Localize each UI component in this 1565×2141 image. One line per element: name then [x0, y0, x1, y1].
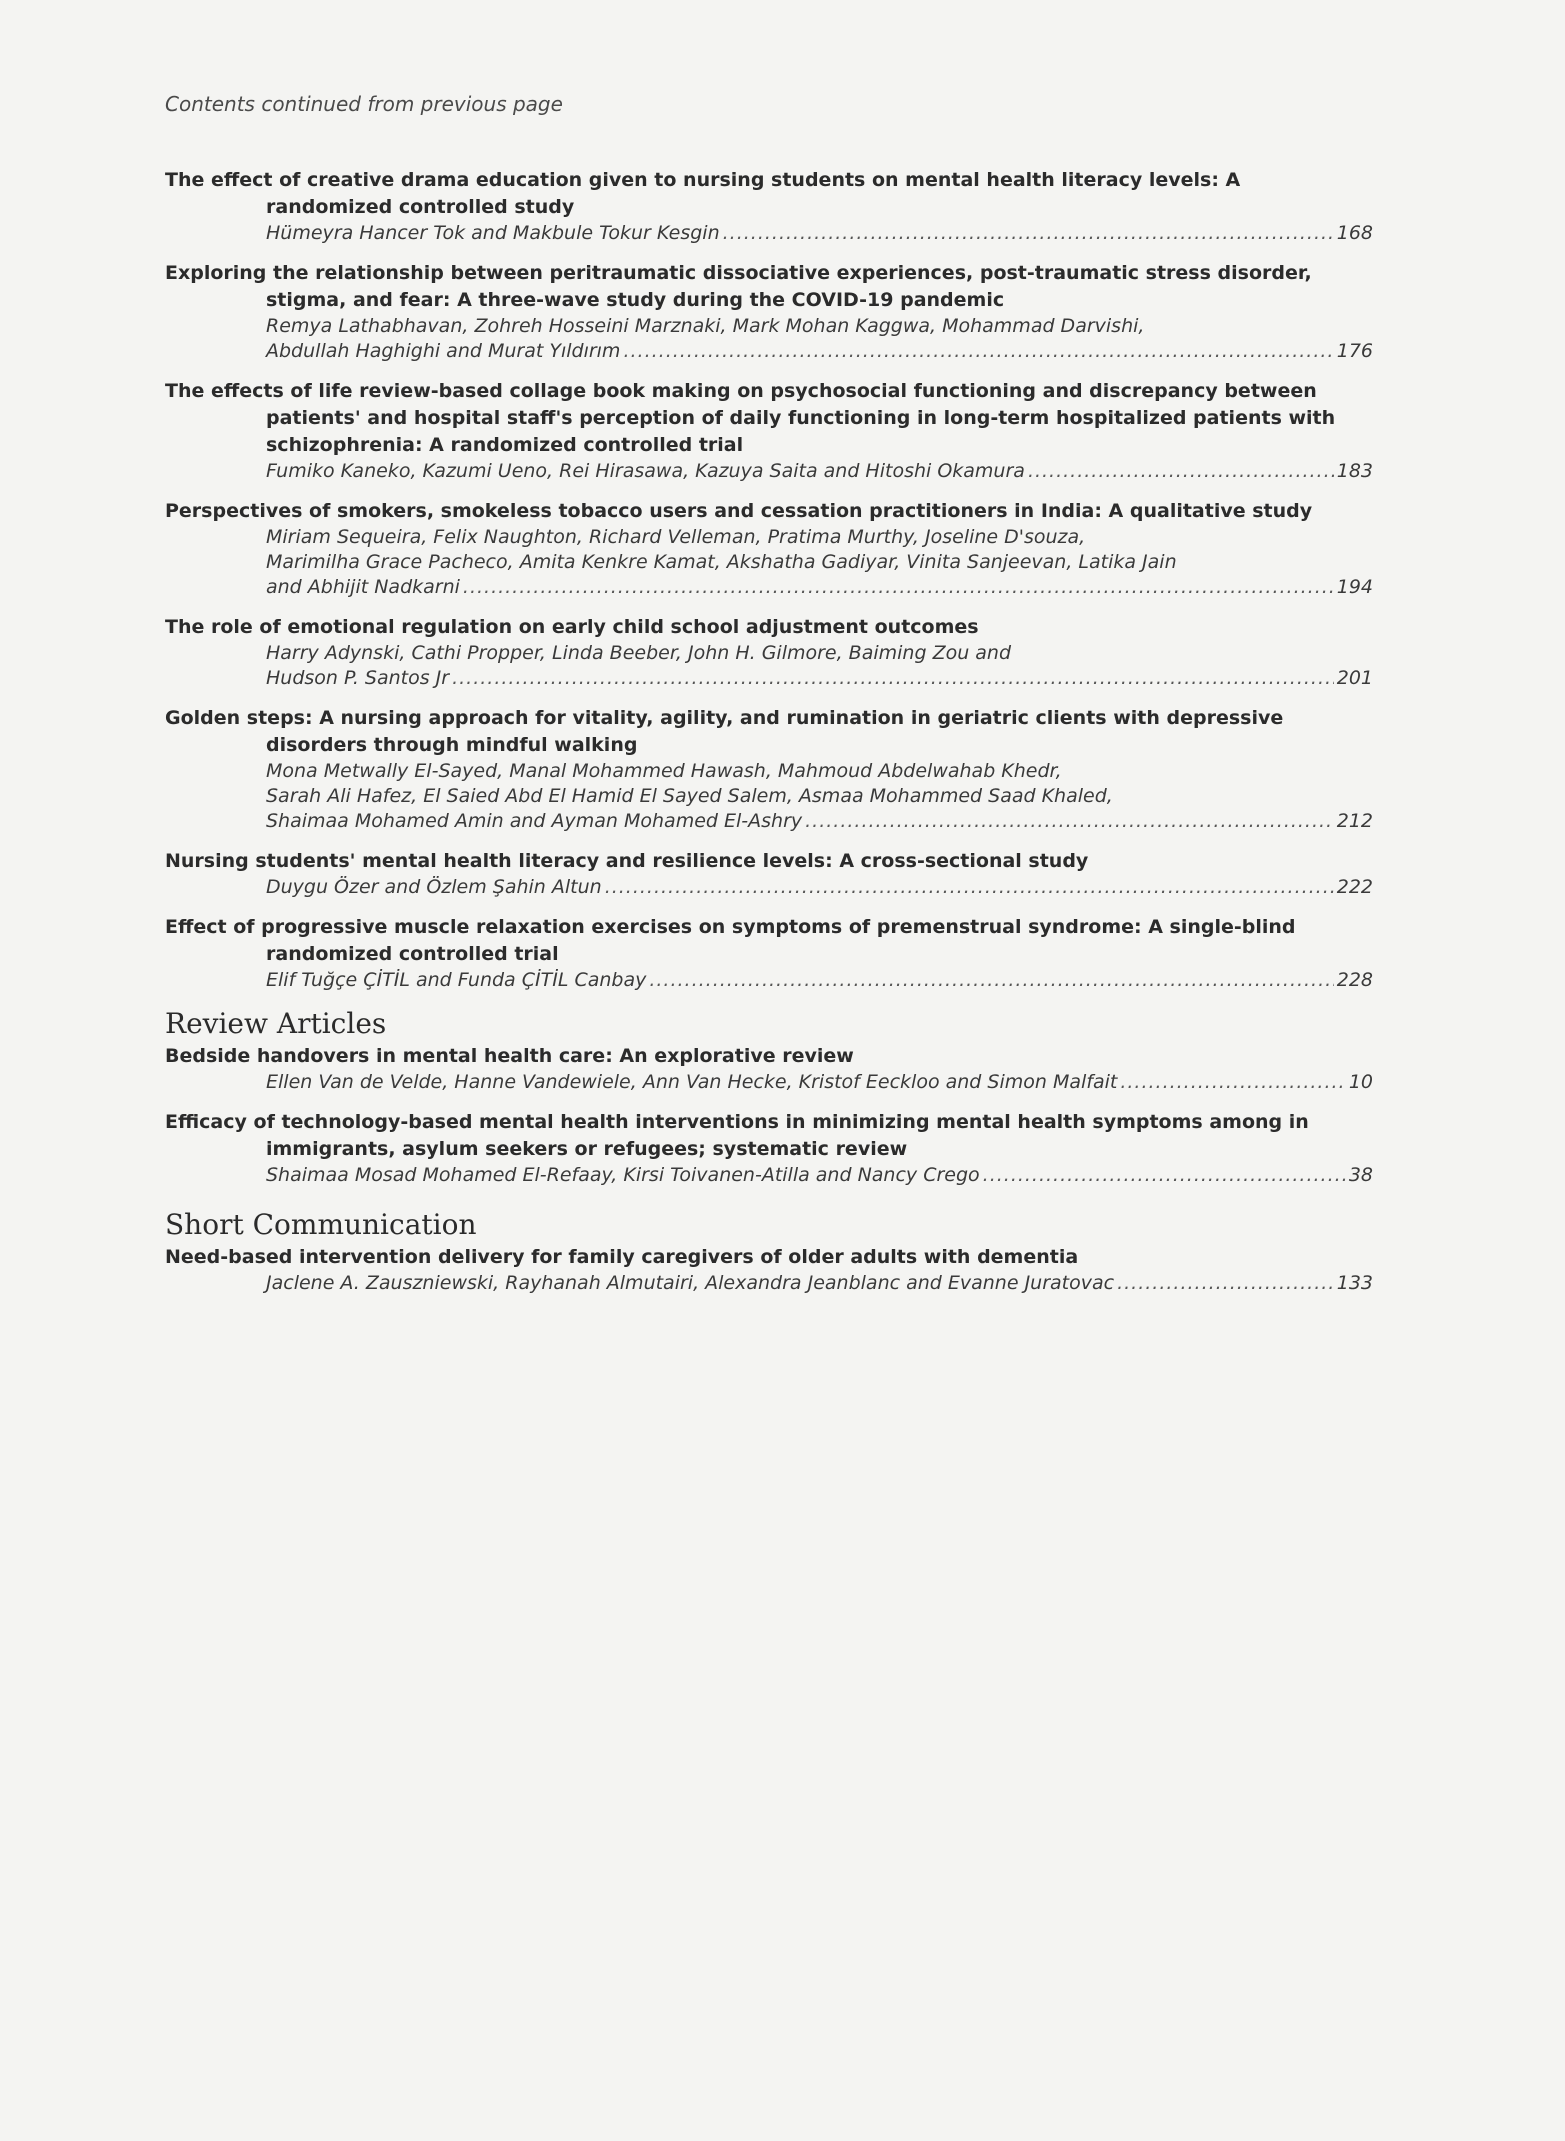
- article-title-line: Golden steps: A nursing approach for vitality, agility, and rumination in geriatric clients with depressive: [165, 707, 1284, 729]
- article-title-line: Exploring the relationship between peritraumatic dissociative experiences, post-traumatic stress disorder,: [165, 262, 1312, 284]
- article-title-line: stigma, and fear: A three-wave study during the COVID-19 pandemic: [266, 289, 1005, 311]
- article-title-line: Effect of progressive muscle relaxation exercises on symptoms of premenstrual syndrome: A single-blind: [165, 916, 1296, 938]
- review-articles-heading: Review Articles: [165, 1007, 387, 1040]
- article-title-line: disorders through mindful walking: [266, 734, 638, 756]
- article-authors: [165, 1070, 1373, 1095]
- toc-entry: [165, 167, 1373, 246]
- page-number[interactable]: 228: [1336, 969, 1373, 991]
- author-line: Fumiko Kaneko, Kazumi Ueno, Rei Hirasawa, Kazuya Saita and Hitoshi Okamura: [266, 460, 1025, 482]
- toc-entry: [165, 705, 1373, 834]
- author-page-row: [266, 875, 1373, 900]
- author-line: Abdullah Haghighi and Murat Yıldırım: [266, 340, 621, 362]
- article-title-line: randomized controlled trial: [266, 943, 559, 965]
- article-title[interactable]: [165, 498, 1373, 525]
- article-authors: [165, 875, 1373, 900]
- contents-page: [165, 92, 1373, 1310]
- article-title[interactable]: [165, 914, 1373, 968]
- article-authors: [165, 525, 1373, 600]
- author-line: Shaimaa Mosad Mohamed El-Refaay, Kirsi Toivanen-Atilla and Nancy Crego: [266, 1164, 980, 1186]
- dot-leader: [623, 339, 1333, 364]
- author-line: Harry Adynski, Cathi Propper, Linda Beeber, John H. Gilmore, Baiming Zou and: [266, 642, 1012, 664]
- article-title-line: The effects of life review-based collage book making on psychosocial functioning and discrepancy between: [165, 380, 1317, 402]
- article-title-line: Nursing students' mental health literacy and resilience levels: A cross-sectional study: [165, 850, 1089, 872]
- toc-entry: [165, 848, 1373, 900]
- article-title-line: The effect of creative drama education given to nursing students on mental health literacy levels: A: [165, 169, 1241, 191]
- page-number[interactable]: 176: [1336, 340, 1373, 362]
- article-title-line: Efficacy of technology-based mental health interventions in minimizing mental health symptoms among in: [165, 1111, 1309, 1133]
- page-number[interactable]: 168: [1336, 222, 1373, 244]
- article-title[interactable]: [165, 848, 1373, 875]
- dot-leader: [983, 1163, 1346, 1188]
- article-authors: [165, 459, 1373, 484]
- article-authors: [165, 759, 1373, 834]
- author-line: Remya Lathabhavan, Zohreh Hosseini Marznaki, Mark Mohan Kaggwa, Mohammad Darvishi,: [266, 315, 1145, 337]
- toc-entry: [165, 378, 1373, 484]
- dot-leader: [1120, 1070, 1345, 1095]
- author-line: Jaclene A. Zauszniewski, Rayhanah Almutairi, Alexandra Jeanblanc and Evanne Juratovac: [266, 1272, 1115, 1294]
- author-page-row: [266, 968, 1373, 993]
- toc-entry: [165, 914, 1373, 993]
- author-line: Duygu Özer and Özlem Şahin Altun: [266, 876, 602, 898]
- page-number[interactable]: 194: [1336, 576, 1373, 598]
- article-title-line: patients' and hospital staff's perception of daily functioning in long-term hospitalized patients with: [266, 407, 1336, 429]
- author-line: Hudson P. Santos Jr: [266, 667, 450, 689]
- short-communication-list: [165, 1244, 1373, 1296]
- author-line: Hümeyra Hancer Tok and Makbule Tokur Kesgin: [266, 222, 720, 244]
- dot-leader: [463, 575, 1334, 600]
- original-articles-list: [165, 167, 1373, 993]
- author-line: Mona Metwally El-Sayed, Manal Mohammed Hawash, Mahmoud Abdelwahab Khedr,: [266, 760, 1062, 782]
- author-page-row: [266, 221, 1373, 246]
- author-line: Elif Tuğçe ÇİTİL and Funda ÇİTİL Canbay: [266, 969, 647, 991]
- page-number[interactable]: 133: [1336, 1272, 1373, 1294]
- toc-entry: [165, 614, 1373, 691]
- toc-entry: [165, 498, 1373, 600]
- article-title-line: Need-based intervention delivery for family caregivers of older adults with dementia: [165, 1246, 1079, 1268]
- dot-leader: [452, 666, 1334, 691]
- article-title-line: schizophrenia: A randomized controlled trial: [266, 434, 744, 456]
- toc-entry: [165, 260, 1373, 364]
- article-title[interactable]: [165, 1109, 1373, 1163]
- contents-continued-note: Contents continued from previous page: [165, 92, 563, 116]
- review-articles-list: [165, 1043, 1373, 1188]
- article-authors: [165, 968, 1373, 993]
- author-page-row: [266, 666, 1373, 691]
- article-title[interactable]: [165, 378, 1373, 459]
- author-page-row: [266, 459, 1373, 484]
- page-number[interactable]: 183: [1336, 460, 1373, 482]
- article-title-line: Bedside handovers in mental health care: An explorative review: [165, 1045, 854, 1067]
- author-line: Shaimaa Mohamed Amin and Ayman Mohamed El-Ashry: [266, 810, 803, 832]
- author-page-row: [266, 1070, 1373, 1095]
- article-title[interactable]: [165, 1043, 1373, 1070]
- article-title-line: The role of emotional regulation on early child school adjustment outcomes: [165, 616, 979, 638]
- dot-leader: [649, 968, 1333, 993]
- toc-entry: [165, 1244, 1373, 1296]
- author-line: Marimilha Grace Pacheco, Amita Kenkre Kamat, Akshatha Gadiyar, Vinita Sanjeevan, Latika Jain: [266, 551, 1177, 573]
- author-page-row: [266, 1163, 1373, 1188]
- article-title[interactable]: [165, 167, 1373, 221]
- dot-leader: [805, 809, 1334, 834]
- author-line: Miriam Sequeira, Felix Naughton, Richard Velleman, Pratima Murthy, Joseline D'souza,: [266, 526, 1086, 548]
- article-authors: [165, 221, 1373, 246]
- article-title[interactable]: [165, 614, 1373, 641]
- article-title[interactable]: [165, 260, 1373, 314]
- author-line: Ellen Van de Velde, Hanne Vandewiele, Ann Van Hecke, Kristof Eeckloo and Simon Malfait: [266, 1071, 1118, 1093]
- dot-leader: [1028, 459, 1334, 484]
- article-title[interactable]: [165, 1244, 1373, 1271]
- article-title-line: randomized controlled study: [266, 196, 575, 218]
- dot-leader: [1117, 1271, 1334, 1296]
- article-title-line: Perspectives of smokers, smokeless tobacco users and cessation practitioners in India: A qualitative study: [165, 500, 1313, 522]
- author-page-row: [266, 339, 1373, 364]
- author-line: Sarah Ali Hafez, El Saied Abd El Hamid El Sayed Salem, Asmaa Mohammed Saad Khaled,: [266, 785, 1113, 807]
- toc-entry: [165, 1109, 1373, 1188]
- article-title[interactable]: [165, 705, 1373, 759]
- page-number[interactable]: 10: [1348, 1071, 1373, 1093]
- article-authors: [165, 1271, 1373, 1296]
- page-number[interactable]: 38: [1348, 1164, 1373, 1186]
- page-number[interactable]: 212: [1336, 810, 1373, 832]
- dot-leader: [723, 221, 1334, 246]
- article-authors: [165, 641, 1373, 691]
- author-page-row: [266, 575, 1373, 600]
- author-page-row: [266, 1271, 1373, 1296]
- article-authors: [165, 1163, 1373, 1188]
- toc-entry: [165, 1043, 1373, 1095]
- page-number[interactable]: 222: [1336, 876, 1373, 898]
- article-title-line: immigrants, asylum seekers or refugees; systematic review: [266, 1138, 908, 1160]
- article-authors: [165, 314, 1373, 364]
- author-line: and Abhijit Nadkarni: [266, 576, 460, 598]
- short-communication-heading: Short Communication: [165, 1208, 477, 1241]
- dot-leader: [605, 875, 1334, 900]
- page-number[interactable]: 201: [1336, 667, 1373, 689]
- author-page-row: [266, 809, 1373, 834]
